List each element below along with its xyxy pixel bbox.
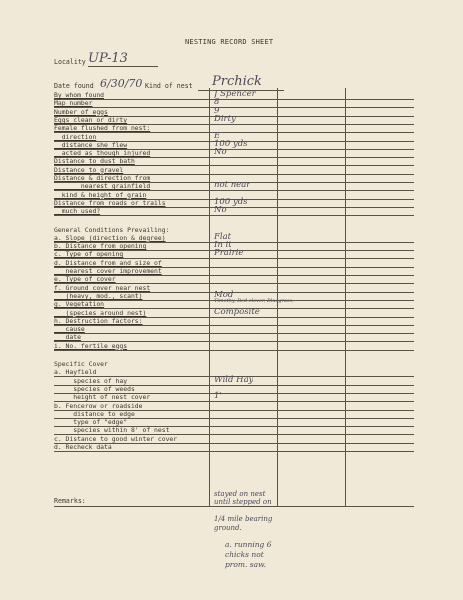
row-label: distance to edge xyxy=(54,409,135,418)
remarks-note-1: stayed on nest until stepped on xyxy=(214,490,272,506)
row-label: kind & height of grain xyxy=(54,190,147,199)
row-label: c. Distance to good winter cover xyxy=(54,434,178,443)
date-found-label: Date found xyxy=(54,82,94,90)
row-label: b. Distance from opening xyxy=(54,242,147,251)
row-rule xyxy=(54,451,414,452)
row-label: date xyxy=(54,333,81,342)
row-label: Distance to dust bath xyxy=(54,157,135,166)
row-value: Wild Hay xyxy=(214,374,254,385)
row-label: f. Ground cover near nest xyxy=(54,283,151,292)
row-label: a. Hayfield xyxy=(54,368,97,377)
row-value: No xyxy=(214,147,227,158)
row-label: b. Fencerow or roadside xyxy=(54,401,143,410)
row-label: type of "edge" xyxy=(54,418,128,427)
row-label: height of nest cover xyxy=(54,393,151,402)
row-value: 8 xyxy=(214,97,220,108)
row-label: Eggs clean or dirty xyxy=(54,115,128,124)
row-value: No xyxy=(214,205,227,216)
remarks-note-3: a. running 6 chicks not prom. saw. xyxy=(225,540,272,569)
row-label: By whom found xyxy=(54,91,105,99)
row-label: nearest cover improvement xyxy=(54,267,162,275)
row-value: Prairie xyxy=(214,248,244,259)
locality-underline xyxy=(88,66,158,67)
section-heading: General Conditions Prevailing: xyxy=(54,225,170,234)
row-rule xyxy=(54,350,414,351)
row-value: Dirty xyxy=(214,113,236,124)
row-label: cause xyxy=(54,325,85,334)
remarks-rule xyxy=(54,506,414,507)
row-value: In it xyxy=(214,240,232,251)
row-label: d. Recheck data xyxy=(54,443,112,451)
row-value: Composite xyxy=(214,306,260,317)
row-label: a. Slope (direction & degree) xyxy=(54,233,166,242)
row-value: Timothy, Red clover, Bluegrass, xyxy=(214,298,294,305)
row-label: Distance from roads or trails xyxy=(54,198,166,207)
kind-of-nest-value: Prchick xyxy=(212,74,262,89)
row-value: Mod xyxy=(214,289,234,300)
row-label: distance she flew xyxy=(54,140,128,149)
row-value: Flat xyxy=(214,231,232,242)
row-rule xyxy=(54,215,414,216)
locality-label: Locality xyxy=(54,58,86,66)
remarks-note-2: 1/4 mile bearing ground. xyxy=(214,515,273,532)
row-label: (heavy, mod., scant) xyxy=(54,291,143,300)
row-value: E xyxy=(214,130,221,141)
row-label: e. Type of cover xyxy=(54,275,116,284)
kind-of-nest-label: Kind of nest xyxy=(145,82,193,90)
row-label: h. Destruction factors: xyxy=(54,316,143,325)
row-label: species of weeds xyxy=(54,384,135,393)
row-label: (species around nest) xyxy=(54,308,147,317)
row-label: species within 8' of nest xyxy=(54,426,170,435)
locality-value: UP-13 xyxy=(88,51,128,66)
row-label: i. No. fertile eggs xyxy=(54,341,128,350)
row-label: much used? xyxy=(54,207,101,216)
row-label: nearest grainfield xyxy=(54,182,151,191)
row-value: 100 yds xyxy=(214,196,248,207)
row-label: Female flushed from nest: xyxy=(54,124,151,133)
row-label: Distance & direction from xyxy=(54,174,151,182)
row-label: species of hay xyxy=(54,376,128,385)
row-label: Map number xyxy=(54,99,93,108)
row-value: not near xyxy=(214,180,251,191)
row-value: J Spencer xyxy=(214,89,256,99)
section-heading: Specific Cover xyxy=(54,360,108,368)
row-value: 9 xyxy=(214,105,220,116)
row-value: 100 yds xyxy=(214,138,248,149)
row-label: Number of eggs xyxy=(54,107,108,116)
row-label: direction xyxy=(54,132,97,141)
date-found-value: 6/30/70 xyxy=(100,77,143,90)
row-label: g. Vegetation xyxy=(54,300,105,309)
remarks-label: Remarks: xyxy=(54,497,86,505)
row-label: Distance to gravel xyxy=(54,165,124,174)
row-label: d. Distance from and size of xyxy=(54,258,162,267)
row-label: c. Type of opening xyxy=(54,250,124,259)
row-value: 1' xyxy=(214,391,222,402)
row-label: acted as though injured xyxy=(54,149,151,158)
sheet-title: NESTING RECORD SHEET xyxy=(185,38,274,46)
